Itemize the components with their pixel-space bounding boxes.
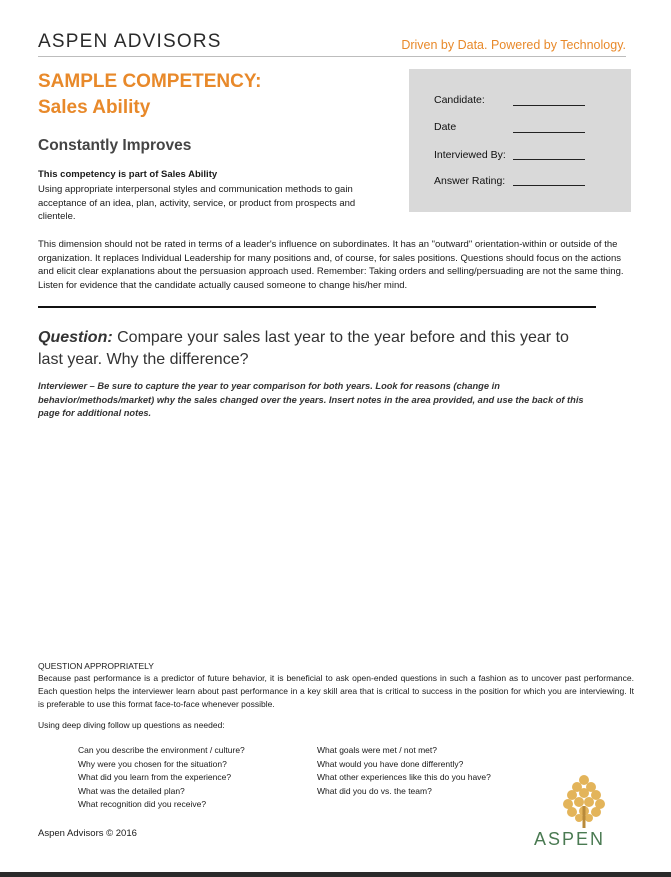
question-text: Compare your sales last year to the year before and this year to last year. Why the difference? — [38, 329, 569, 368]
list-item: What did you do vs. the team? — [317, 785, 432, 796]
competency-part-of: This competency is part of Sales Ability — [38, 169, 218, 180]
dimension-note: This dimension should not be rated in terms of a leader's influence on subordinates. It has an "outward" orientation-within or outside of the organization. It replaces Individual Leadership for many positions and, of course, for sales positions. Questions should focus on the actions and elicit clear explanations about the persuasion approach used. Remember: Taking orders and selling/persuading are not the same thing. Listen for evidence that the candidate actually caused someone to change his/her mind. — [38, 239, 624, 291]
followups-left-list — [78, 744, 245, 812]
candidate-info-box — [409, 69, 631, 212]
answer-rating-field[interactable] — [513, 185, 585, 186]
candidate-field[interactable] — [513, 105, 585, 106]
date-label: Date — [434, 121, 457, 133]
guidance-heading: QUESTION APPROPRIATELY — [38, 661, 154, 671]
list-item: Why were you chosen for the situation? — [78, 758, 227, 769]
date-field[interactable] — [513, 132, 585, 133]
answer-rating-label: Answer Rating: — [434, 175, 506, 187]
tagline: Driven by Data. Powered by Technology. — [401, 38, 626, 52]
list-item: What did you learn from the experience? — [78, 772, 232, 782]
competency-description: Using appropriate interpersonal styles and communication methods to gain acceptance of an idea, plan, activity, service, or product from prospects and clientele. — [38, 184, 356, 222]
list-item: What other experiences like this do you have? — [317, 772, 491, 782]
competency-name: Sales Ability — [38, 97, 151, 118]
section-divider — [38, 306, 596, 308]
question-label: Question: — [38, 329, 113, 346]
list-item: What goals were met / not met? — [317, 745, 437, 755]
followups-right-list — [317, 744, 491, 798]
interview-question — [38, 327, 598, 371]
interviewer-note: Interviewer – Be sure to capture the year to year comparison for both years. Look for reasons (change in behavior/methods/market) why the sales changed over the years. Insert notes in the area provided, and use the back of this page for additional notes. — [38, 381, 584, 418]
aspen-logo-word: ASPEN — [534, 829, 606, 849]
brand-name: ASPEN ADVISORS — [38, 31, 222, 52]
deep-dive-intro: Using deep diving follow up questions as needed: — [38, 720, 225, 730]
list-item: Can you describe the environment / culture? — [78, 745, 245, 755]
page-title: SAMPLE COMPETENCY: — [38, 71, 262, 92]
interviewed-by-label: Interviewed By: — [434, 149, 506, 161]
guidance-body: Because past performance is a predictor of future behavior, it is beneficial to ask open-ended questions in such a fashion as to uncover past performance. Each question helps the interviewer learn about past performance in a key skill area that is critical to success in the position for which you are interviewing. It is preferable to use this format face-to-face whenever possible. — [38, 673, 634, 709]
copyright: Aspen Advisors © 2016 — [38, 828, 137, 839]
interviewed-by-field[interactable] — [513, 159, 585, 160]
list-item: What recognition did you receive? — [78, 799, 207, 809]
bottom-bar — [0, 872, 671, 877]
header-divider — [38, 56, 626, 57]
list-item: What would you have done differently? — [317, 758, 464, 769]
candidate-label: Candidate: — [434, 94, 485, 106]
competency-subtitle: Constantly Improves — [38, 137, 192, 154]
list-item: What was the detailed plan? — [78, 785, 185, 796]
